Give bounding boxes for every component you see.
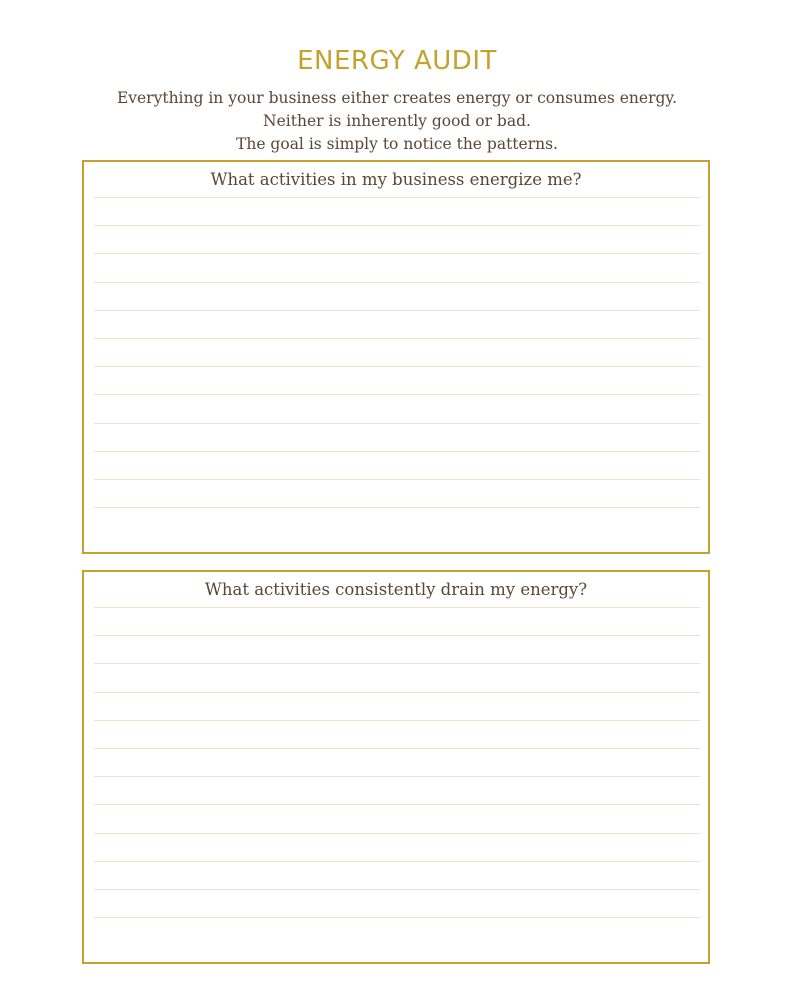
writing-line: [94, 507, 700, 508]
intro-line: Neither is inherently good or bad.: [263, 112, 531, 130]
writing-line: [94, 720, 700, 721]
intro-line: The goal is simply to notice the patterns.: [236, 135, 558, 153]
writing-line: [94, 635, 700, 636]
section-question: What activities consistently drain my energy?: [204, 580, 588, 599]
writing-line: [94, 776, 700, 777]
writing-line: [94, 423, 700, 424]
intro-text: [0, 87, 794, 156]
writing-line: [94, 663, 700, 664]
writing-line: [94, 197, 700, 198]
writing-line: [94, 861, 700, 862]
writing-line: [94, 253, 700, 254]
writing-line: [94, 225, 700, 226]
page-title: ENERGY AUDIT: [297, 46, 497, 76]
writing-line: [94, 338, 700, 339]
writing-line: [94, 394, 700, 395]
writing-line: [94, 282, 700, 283]
writing-line: [94, 889, 700, 890]
writing-line: [94, 607, 700, 608]
writing-line: [94, 748, 700, 749]
writing-line: [94, 451, 700, 452]
writing-line: [94, 479, 700, 480]
writing-line: [94, 692, 700, 693]
writing-line: [94, 310, 700, 311]
intro-line: Everything in your business either creates energy or consumes energy.: [116, 89, 678, 107]
writing-line: [94, 833, 700, 834]
writing-line: [94, 917, 700, 918]
writing-line: [94, 366, 700, 367]
drain-section[interactable]: [82, 570, 710, 964]
energize-section[interactable]: [82, 160, 710, 554]
writing-line: [94, 804, 700, 805]
section-question: What activities in my business energize me?: [210, 170, 582, 189]
